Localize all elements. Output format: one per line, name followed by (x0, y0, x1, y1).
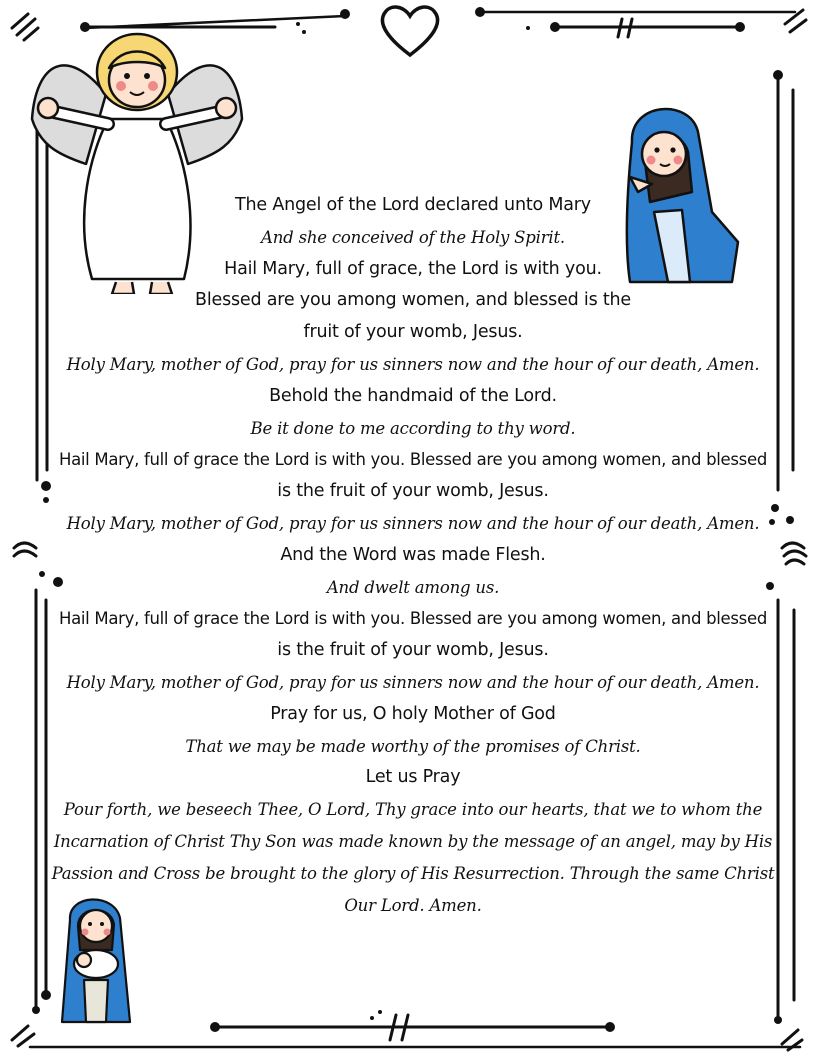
prayer-line: Holy Mary, mother of God, pray for us sinners now and the hour of our death, Amen. (66, 513, 760, 533)
prayer-line: is the fruit of your womb, Jesus. (277, 481, 549, 502)
prayer-line: Behold the handmaid of the Lord. (269, 385, 557, 406)
prayer-line: The Angel of the Lord declared unto Mary (235, 195, 591, 215)
prayer-line: Passion and Cross be brought to the glory of His Resurrection. Through the same Christ (51, 863, 775, 883)
prayer-line: is the fruit of your womb, Jesus. (277, 640, 549, 661)
prayer-line: Hail Mary, full of grace the Lord is with you. Blessed are you among women, and blessed (58, 450, 768, 470)
prayer-line: And the Word was made Flesh. (280, 544, 546, 565)
prayer-line: Our Lord. Amen. (344, 895, 482, 915)
prayer-line: Holy Mary, mother of God, pray for us sinners now and the hour of our death, Amen. (66, 672, 760, 692)
prayer-line: Incarnation of Christ Thy Son was made known by the message of an angel, may by His (53, 831, 773, 851)
prayer-line: Be it done to me according to thy word. (250, 418, 576, 438)
prayer-line: Pour forth, we beseech Thee, O Lord, Thy grace into our hearts, that we to whom the (63, 800, 763, 820)
prayer-line: Hail Mary, full of grace, the Lord is with you. (224, 258, 602, 279)
angelus-prayer-text (40, 190, 786, 921)
prayer-line: Holy Mary, mother of God, pray for us sinners now and the hour of our death, Amen. (66, 354, 760, 374)
prayer-line: And she conceived of the Holy Spirit. (261, 227, 565, 247)
prayer-line: fruit of your womb, Jesus. (303, 322, 523, 343)
prayer-line: Let us Pray (365, 767, 461, 788)
prayer-line: That we may be made worthy of the promises of Christ. (185, 736, 641, 756)
prayer-line: Pray for us, O holy Mother of God (270, 703, 556, 724)
prayer-line: And dwelt among us. (326, 577, 500, 597)
prayer-line: Blessed are you among women, and blessed is the (195, 290, 631, 311)
prayer-line: Hail Mary, full of grace the Lord is with you. Blessed are you among women, and blessed (58, 609, 768, 629)
